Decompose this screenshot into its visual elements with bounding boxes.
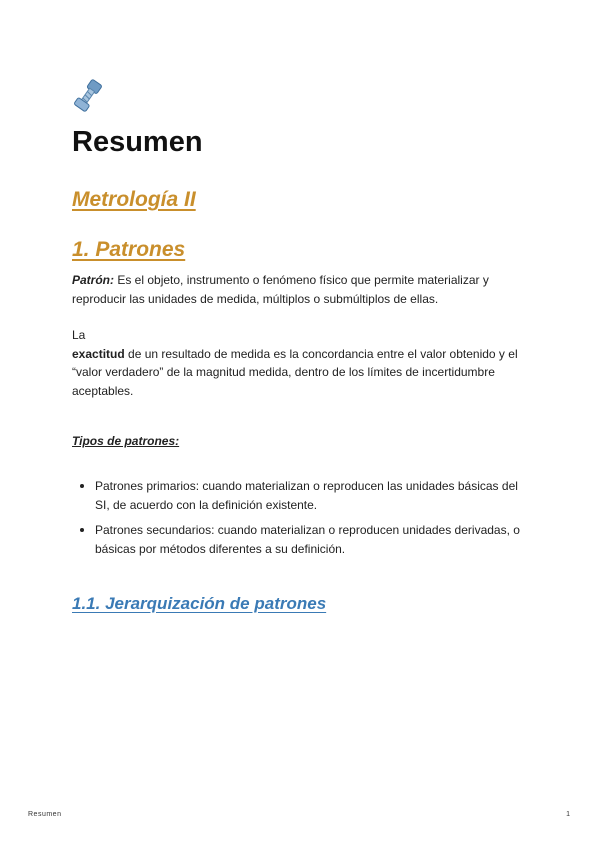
patron-text: Es el objeto, instrumento o fenómeno físico que permite materializar y reproducir las unidades de medida, múltiplos o submúltiplos de ellas. — [72, 273, 489, 306]
exactitud-definition — [72, 326, 532, 400]
list-item: Patrones secundarios: cuando materializan o reproducen unidades derivadas, o básicas por métodos diferentes a su definición. — [72, 521, 532, 558]
page-title: Resumen — [72, 126, 203, 158]
exactitud-intro: La — [72, 328, 86, 342]
patron-definition — [72, 271, 532, 308]
exactitud-text: de un resultado de medida es la concordancia entre el valor obtenido y el “valor verdadero” de la magnitud medida, dentro de los límites de incertidumbre aceptables. — [72, 346, 518, 398]
subject-title: Metrología II — [72, 188, 196, 211]
tipos-heading: Tipos de patrones: — [72, 434, 180, 448]
list-item: Patrones primarios: cuando materializan o reproducen las unidades básicas del SI, de acuerdo con la definición existente. — [72, 477, 532, 514]
section-heading-patrones: 1. Patrones — [72, 238, 186, 261]
exactitud-label: exactitud — [72, 346, 125, 361]
tipos-list — [72, 477, 532, 565]
patron-label: Patrón: — [72, 273, 114, 287]
subsection-heading: 1.1. Jerarquización de patrones — [72, 594, 327, 613]
page-number: 1 — [566, 811, 570, 818]
bolt-nut-icon — [72, 78, 118, 118]
footer-title: Resumen — [28, 811, 62, 818]
